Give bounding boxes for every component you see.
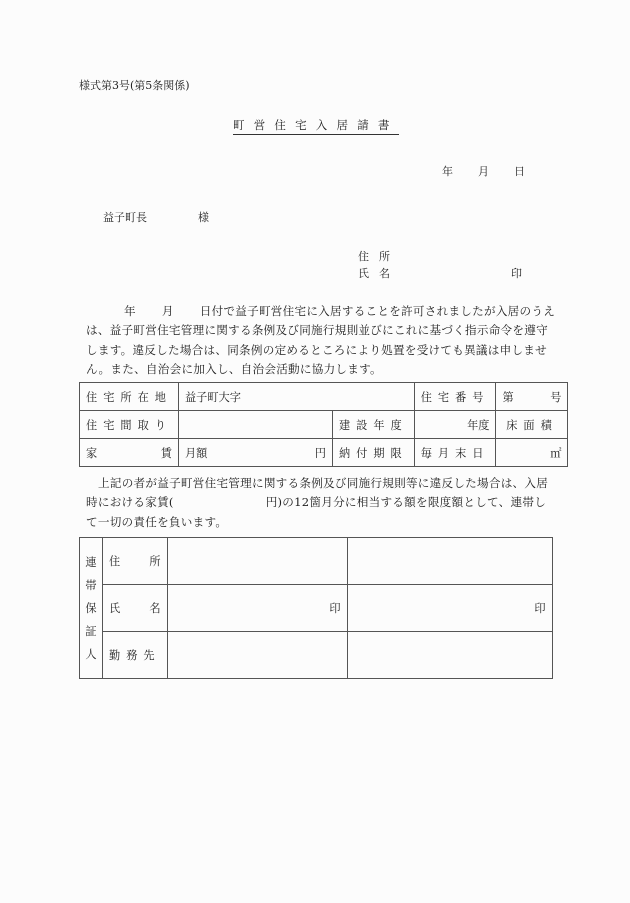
date-day: 日 (514, 165, 525, 178)
rent-value[interactable]: 月額 円 (178, 439, 332, 467)
addressee-honorific: 様 (198, 211, 209, 224)
guarantor2-seal: 印 (534, 602, 546, 615)
floor-area-label: 床面積 (496, 411, 568, 439)
housing-number-value[interactable]: 第 号 (496, 383, 568, 411)
guarantor1-seal: 印 (329, 602, 341, 615)
guarantor1-workplace[interactable] (167, 632, 347, 679)
guarantor-address-label: 住 所 (103, 538, 168, 585)
addressee-name: 益子町長 (103, 211, 147, 224)
housing-number-label: 住宅番号 (414, 383, 496, 411)
layout-value[interactable] (178, 411, 332, 439)
guarantor1-address[interactable] (167, 538, 347, 585)
table-row-location (80, 383, 568, 411)
table-row-rent (80, 439, 568, 467)
pledge-year: 年 (124, 304, 136, 318)
rent-label: 家 賃 (80, 439, 179, 467)
pledge-paragraph (86, 302, 556, 380)
guarantor-text-after: 円)の12箇月分に相当する額を限度額として、連帯して一切の責任を負います。 (86, 495, 547, 529)
applicant-seal: 印 (511, 267, 522, 280)
guarantor-table (79, 537, 553, 679)
date-year: 年 (442, 165, 453, 178)
housing-info-table (79, 382, 568, 467)
location-value[interactable]: 益子町大字 (178, 383, 414, 411)
floor-area-value[interactable]: ㎡ (496, 439, 568, 467)
guarantor2-address[interactable] (347, 538, 552, 585)
guarantor-row-address (80, 538, 553, 585)
addressee (103, 211, 209, 224)
guarantor-paragraph (86, 474, 556, 532)
table-row-layout (80, 411, 568, 439)
pledge-text: 日付で益子町営住宅に入居することを許可されましたが入居のうえは、益子町営住宅管理に関する条例及び同施行規則並びにこれに基づく指示命令を遵守します。違反した場合は、同条例の定めるところにより処置を受けても異議は申しません。また、自治会に加入し、自治会活動に協力します。 (86, 304, 556, 377)
guarantor-name-label: 氏 名 (103, 585, 168, 632)
date-month: 月 (478, 165, 489, 178)
payment-deadline-value: 毎月末日 (414, 439, 496, 467)
guarantor-row-name (80, 585, 553, 632)
guarantor-row-workplace (80, 632, 553, 679)
guarantor1-name[interactable] (167, 585, 347, 632)
layout-label: 住宅間取り (80, 411, 179, 439)
guarantor2-name[interactable] (347, 585, 552, 632)
construction-year-value[interactable]: 年度 (414, 411, 496, 439)
applicant-name-label: 氏名 (358, 267, 400, 280)
pledge-month: 月 (161, 304, 174, 318)
guarantor2-workplace[interactable] (347, 632, 552, 679)
guarantor-text-before: 上記の者が益子町営住宅管理に関する条例及び同施行規則等に違反した場合は、入居時における家賃( (86, 476, 549, 510)
guarantor-header: 連帯保証人 (80, 538, 103, 679)
payment-deadline-label: 納付期限 (332, 439, 414, 467)
location-label: 住宅所在地 (80, 383, 179, 411)
guarantor-workplace-label: 勤務先 (103, 632, 168, 679)
document-title: 町営住宅入居請書 (233, 120, 399, 135)
form-number: 様式第3号(第5条関係) (79, 79, 190, 92)
construction-year-label: 建設年度 (332, 411, 414, 439)
applicant-address-label: 住所 (358, 250, 400, 263)
date-line (442, 166, 525, 177)
